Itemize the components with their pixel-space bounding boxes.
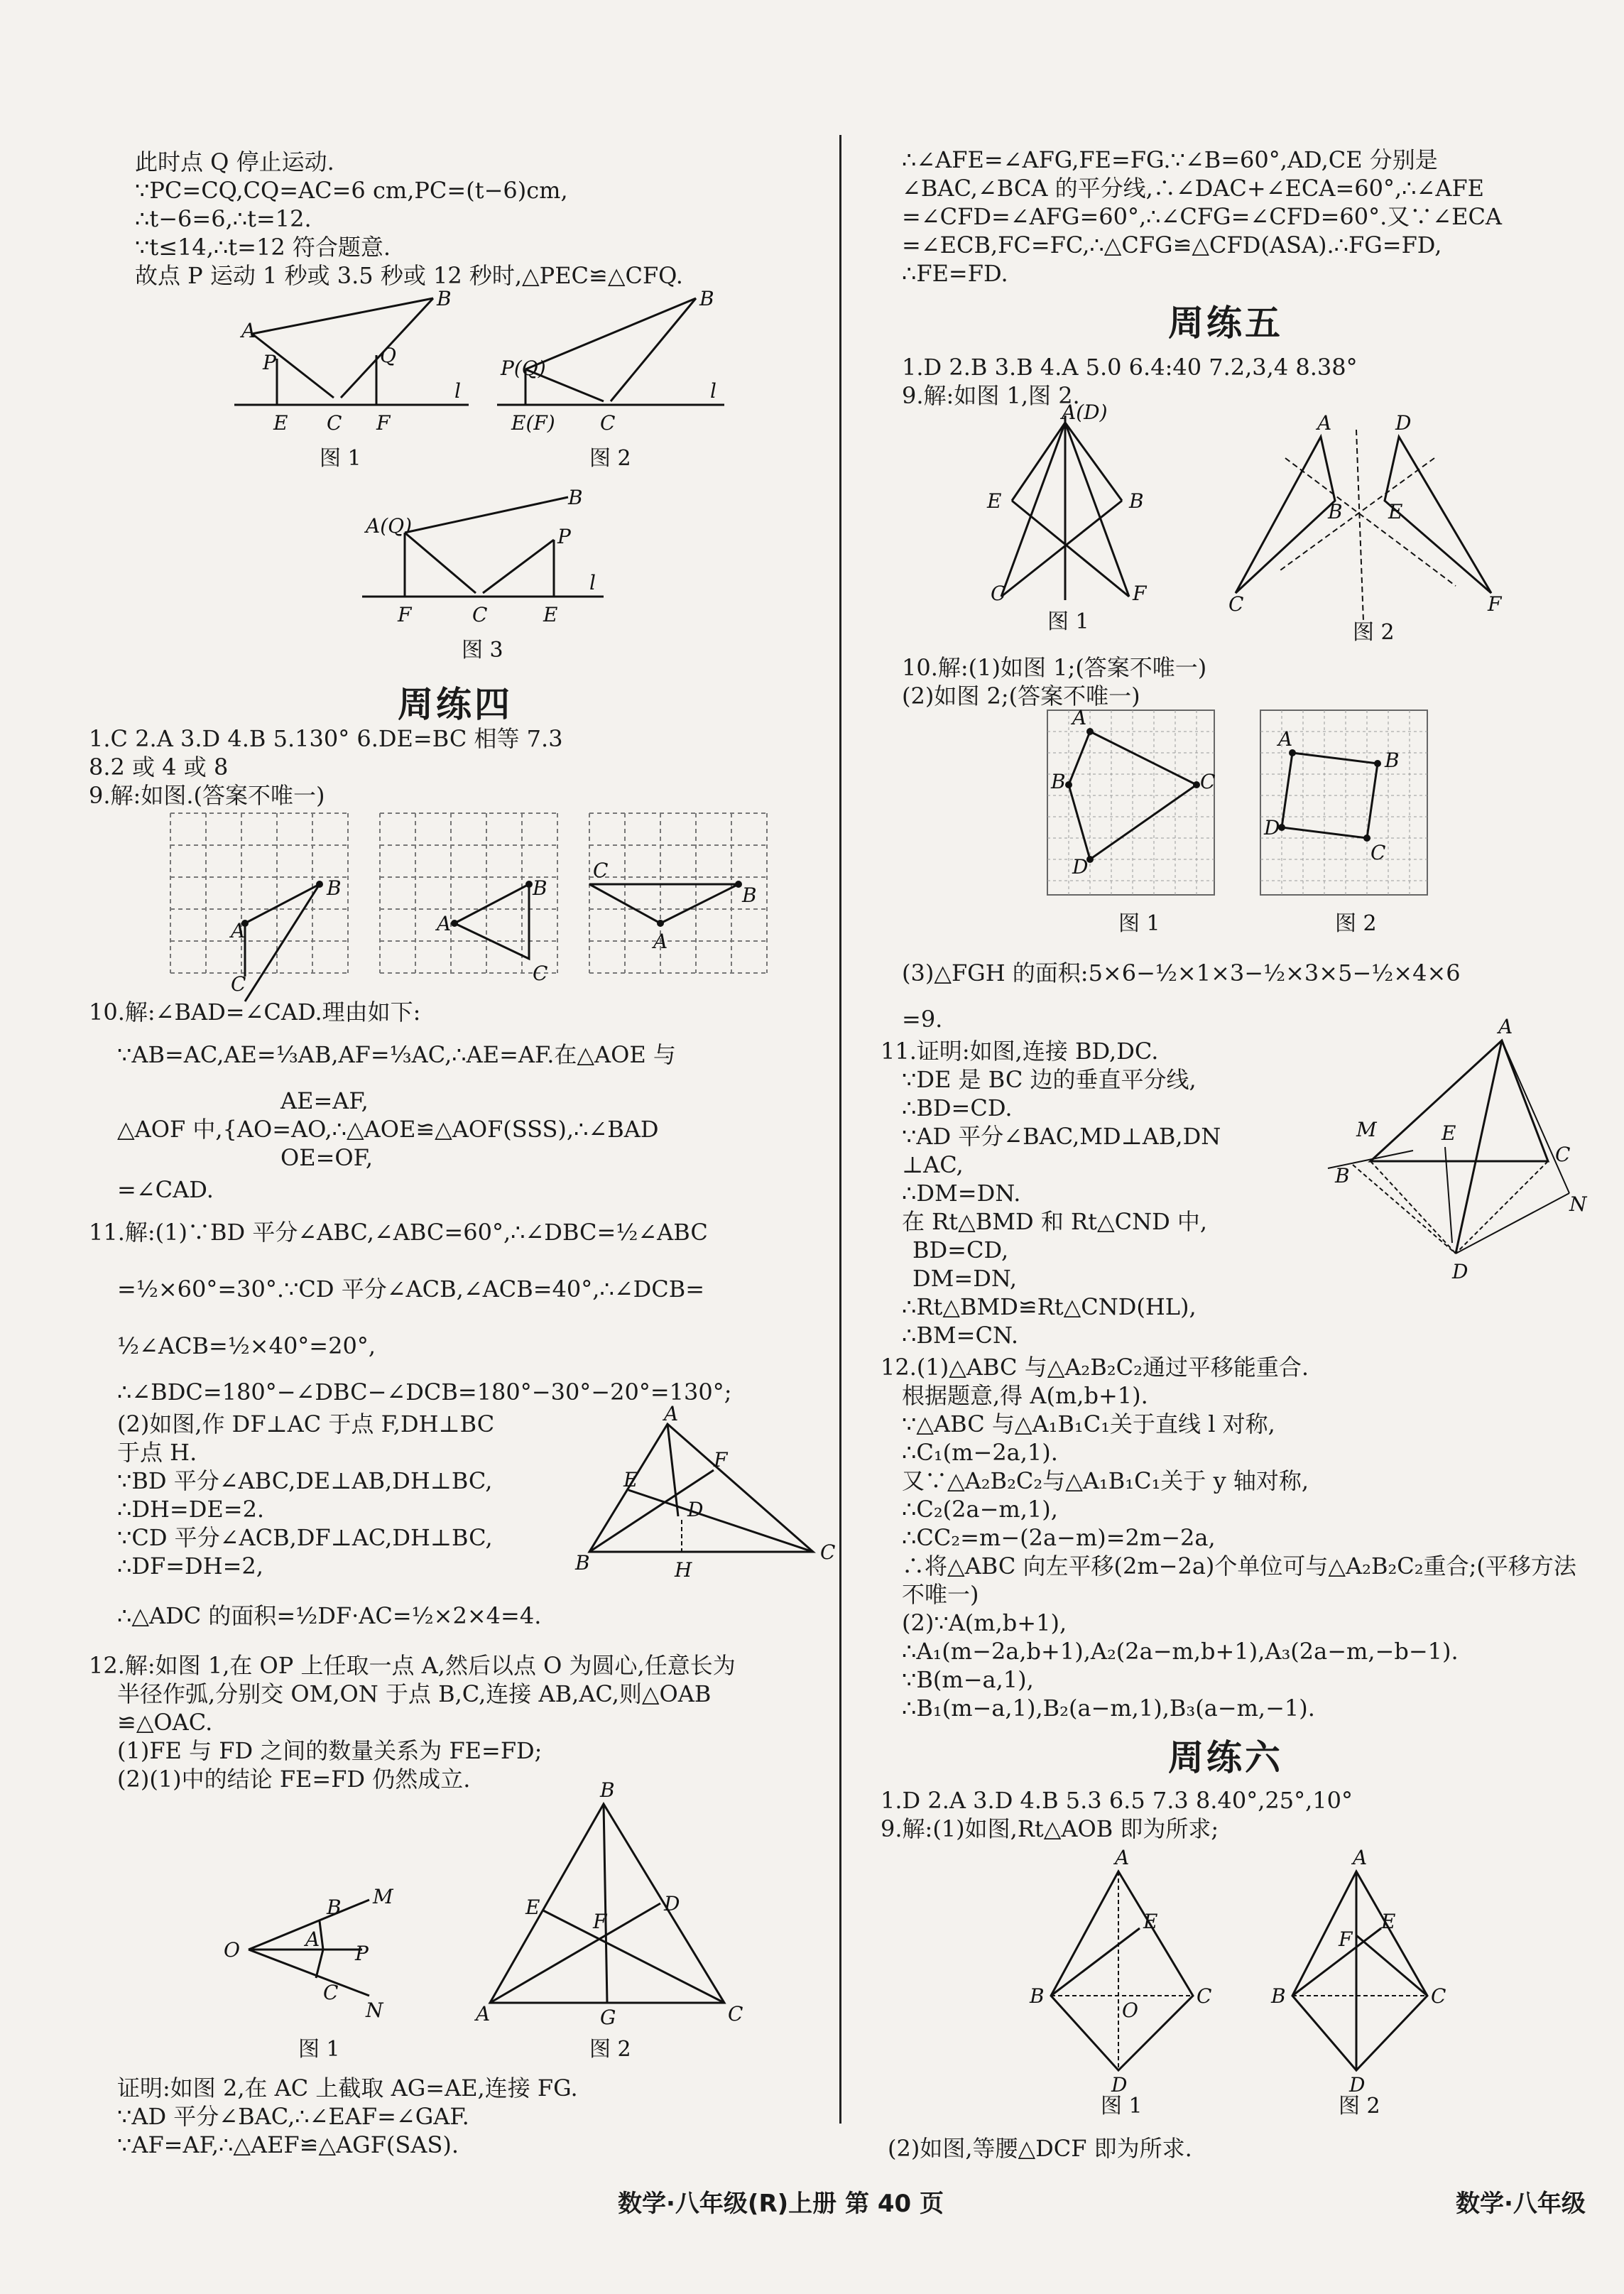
svg-text:A: A	[231, 919, 246, 942]
text-line: △AOF 中,{AO=AO,∴△AOE≌△AOF(SSS),∴∠BAD	[117, 1116, 659, 1143]
svg-text:P(Q): P(Q)	[501, 357, 546, 380]
text-line: ∴△ADC 的面积=½DF·AC=½×2×4=4.	[117, 1602, 542, 1629]
svg-text:A: A	[664, 1402, 679, 1425]
svg-text:P: P	[355, 1942, 369, 1965]
svg-text:C: C	[600, 411, 616, 435]
text-line: ∵t≤14,∴t=12 符合题意.	[135, 234, 391, 261]
svg-text:C: C	[231, 972, 246, 996]
text-line: OE=OF,	[280, 1144, 374, 1171]
text-line: 9.解:如图 1,图 2.	[902, 382, 1080, 409]
text-line: 根据题意,得 A(m,b+1).	[902, 1382, 1148, 1409]
svg-text:A: A	[476, 2002, 491, 2026]
fig-caption: 图 2	[589, 446, 631, 471]
fig-caption: 图 1	[298, 2037, 340, 2062]
svg-text:B: B	[327, 1896, 342, 1919]
svg-text:A: A	[1317, 411, 1332, 435]
figure-kite-1	[1023, 1846, 1221, 2119]
svg-text:P: P	[557, 525, 571, 548]
figure-pec-3	[362, 486, 604, 668]
figure-pec-1	[234, 287, 469, 476]
text-line: ∵△ABC 与△A₁B₁C₁关于直线 l 对称,	[902, 1410, 1275, 1437]
svg-text:E: E	[525, 1896, 540, 1919]
text-line: ∴C₂(2a−m,1),	[902, 1496, 1058, 1523]
svg-text:H: H	[675, 1558, 692, 1582]
svg-text:B: B	[742, 884, 757, 907]
page-footer-right: 数学·八年级	[1456, 2190, 1586, 2218]
svg-text:E: E	[543, 603, 558, 626]
text-line: 在 Rt△BMD 和 Rt△CND 中,	[902, 1208, 1208, 1235]
svg-text:C: C	[1228, 592, 1244, 616]
fig-caption: 图 1	[1118, 911, 1160, 936]
svg-text:F: F	[1339, 1928, 1353, 1951]
svg-text:C: C	[1555, 1143, 1571, 1166]
svg-text:F: F	[593, 1910, 607, 1933]
text-line: DM=DN,	[912, 1265, 1018, 1292]
text-line: 11.解:(1)∵BD 平分∠ABC,∠ABC=60°,∴∠DBC=½∠ABC	[89, 1219, 708, 1246]
svg-text:C: C	[1197, 1984, 1212, 2008]
svg-text:F: F	[1133, 582, 1147, 605]
column-divider	[839, 135, 841, 2124]
text-line: 10.解:(1)如图 1;(答案不唯一)	[902, 654, 1207, 681]
svg-text:D: D	[1349, 2073, 1366, 2097]
fig-caption: 图 1	[320, 446, 361, 471]
svg-text:B: B	[533, 876, 547, 900]
svg-text:A: A	[1498, 1015, 1513, 1038]
fig-caption: 图 3	[462, 638, 503, 663]
fig-caption: 图 2	[1353, 620, 1395, 645]
svg-text:E: E	[273, 411, 288, 435]
svg-text:F: F	[1488, 592, 1502, 616]
svg-text:C: C	[327, 411, 342, 435]
text-line: ∴∠AFE=∠AFG,FE=FG.∵∠B=60°,AD,CE 分别是	[902, 146, 1438, 173]
section-heading-week6: 周练六	[1168, 1737, 1283, 1778]
svg-text:B: B	[437, 287, 452, 310]
svg-text:O: O	[224, 1938, 240, 1962]
svg-text:A: A	[1278, 727, 1293, 751]
text-line: 12.解:如图 1,在 OP 上任取一点 A,然后以点 O 为圆心,任意长为	[89, 1652, 736, 1679]
svg-text:C: C	[323, 1981, 339, 2004]
text-line: ∵AB=AC,AE=⅓AB,AF=⅓AC,∴AE=AF.在△AOE 与	[117, 1041, 676, 1068]
svg-text:P: P	[263, 351, 276, 374]
figure-angle-bisector	[220, 1885, 412, 2067]
svg-text:B: B	[699, 287, 714, 310]
text-line: ∴B₁(m−a,1),B₂(a−m,1),B₃(a−m,−1).	[902, 1695, 1315, 1722]
text-line: 10.解:∠BAD=∠CAD.理由如下:	[89, 999, 421, 1026]
text-line: 1.D 2.A 3.D 4.B 5.3 6.5 7.3 8.40°,25°,10°	[881, 1787, 1353, 1814]
text-line: ∵AD 平分∠BAC,MD⊥AB,DN	[902, 1123, 1221, 1150]
svg-text:D: D	[687, 1498, 704, 1521]
svg-text:B: B	[1271, 1984, 1286, 2008]
text-line: 9.解:(1)如图,Rt△AOB 即为所求;	[881, 1815, 1219, 1842]
text-line: 1.D 2.B 3.B 4.A 5.0 6.4:40 7.2,3,4 8.38°	[902, 354, 1358, 381]
svg-text:F: F	[376, 411, 391, 435]
section-heading-week5: 周练五	[1168, 303, 1283, 344]
svg-text:B: B	[1385, 749, 1400, 772]
svg-text:N: N	[1569, 1192, 1587, 1216]
svg-text:O: O	[1122, 1999, 1138, 2022]
fig-caption: 图 2	[1335, 911, 1377, 936]
svg-text:E: E	[1143, 1910, 1158, 1933]
text-line: ∵AF=AF,∴△AEF≌△AGF(SAS).	[117, 2131, 459, 2158]
text-line: ∴∠BDC=180°−∠DBC−∠DCB=180°−30°−20°=130°;	[117, 1379, 732, 1406]
svg-text:A: A	[1115, 1846, 1130, 1869]
svg-text:C: C	[1200, 770, 1216, 793]
text-line: ∴A₁(m−2a,b+1),A₂(2a−m,b+1),A₃(2a−m,−b−1).	[902, 1638, 1459, 1665]
svg-text:C: C	[1370, 841, 1386, 864]
text-line: =∠ECB,FC=FC,∴△CFG≌△CFD(ASA).∴FG=FD,	[902, 232, 1442, 259]
text-line: 11.证明:如图,连接 BD,DC.	[881, 1038, 1159, 1065]
svg-text:B: B	[575, 1551, 590, 1575]
svg-text:C: C	[472, 603, 488, 626]
figure-perp-bisector	[1328, 1015, 1587, 1283]
svg-text:A(D): A(D)	[1062, 401, 1108, 424]
svg-text:B: B	[1051, 770, 1066, 793]
figure-triangle-11	[575, 1402, 836, 1584]
svg-text:M: M	[1356, 1118, 1377, 1141]
text-line: ⊥AC,	[902, 1151, 964, 1178]
svg-text:E: E	[623, 1468, 638, 1491]
text-line: ∠BAC,∠BCA 的平分线,∴∠DAC+∠ECA=60°,∴∠AFE	[902, 175, 1485, 202]
fig-caption: 图 1	[1101, 2094, 1143, 2119]
text-line: ∵B(m−a,1),	[902, 1666, 1034, 1693]
svg-text:B: B	[1129, 489, 1144, 513]
text-line: =∠CFD=∠AFG=60°,∴∠CFG=∠CFD=60°.又∵∠ECA	[902, 203, 1503, 230]
svg-text:M: M	[373, 1885, 393, 1908]
text-line: BD=CD,	[912, 1236, 1009, 1263]
svg-text:A: A	[241, 319, 256, 342]
grid-figures-q9	[170, 813, 774, 994]
svg-text:A: A	[437, 912, 452, 935]
svg-text:A: A	[1072, 706, 1087, 729]
svg-text:l: l	[454, 379, 461, 403]
svg-text:D: D	[1452, 1260, 1468, 1283]
svg-text:N: N	[366, 1999, 383, 2022]
text-line: (2)如图,作 DF⊥AC 于点 F,DH⊥BC	[117, 1410, 495, 1437]
svg-text:B: B	[568, 486, 583, 509]
text-line: =½×60°=30°.∵CD 平分∠ACB,∠ACB=40°,∴∠DCB=	[117, 1276, 705, 1303]
svg-text:D: D	[1072, 855, 1089, 879]
figure-symmetric-1	[973, 401, 1165, 650]
text-line: 9.解:如图.(答案不唯一)	[89, 782, 325, 809]
figure-symmetric-2	[1221, 411, 1505, 650]
text-line: AE=AF,	[280, 1087, 369, 1114]
text-line: (2)如图 2;(答案不唯一)	[902, 683, 1140, 710]
svg-text:A: A	[1353, 1846, 1368, 1869]
page-footer: 数学·八年级(R)上册 第 40 页	[618, 2190, 944, 2218]
svg-text:D: D	[1111, 2073, 1128, 2097]
text-line: (3)△FGH 的面积:5×6−½×1×3−½×3×5−½×4×6	[902, 960, 1461, 986]
text-line: (2)∵A(m,b+1),	[902, 1609, 1067, 1636]
text-line: ∴CC₂=m−(2a−m)=2m−2a,	[902, 1524, 1216, 1551]
svg-text:E: E	[1381, 1910, 1396, 1933]
svg-text:D: D	[1395, 411, 1412, 435]
svg-text:C: C	[820, 1540, 836, 1564]
svg-text:C: C	[991, 582, 1006, 605]
text-line: (2)如图,等腰△DCF 即为所求.	[888, 2135, 1192, 2162]
svg-text:D: D	[664, 1892, 680, 1915]
text-line: 又∵△A₂B₂C₂与△A₁B₁C₁关于 y 轴对称,	[902, 1467, 1309, 1494]
text-line: =∠CAD.	[117, 1176, 214, 1203]
svg-text:l: l	[589, 571, 596, 594]
svg-text:B: B	[1030, 1984, 1045, 2008]
text-line: ∴BD=CD.	[902, 1094, 1013, 1121]
svg-text:A: A	[653, 930, 668, 953]
figure-grid-abcd	[1047, 706, 1530, 945]
text-line: ∵CD 平分∠ACB,DF⊥AC,DH⊥BC,	[117, 1524, 493, 1551]
text-line: 1.C 2.A 3.D 4.B 5.130° 6.DE=BC 相等 7.3	[89, 725, 563, 752]
svg-text:B: B	[600, 1778, 615, 1802]
text-line: ≌△OAC.	[117, 1709, 213, 1736]
text-line: ∴DF=DH=2,	[117, 1553, 263, 1580]
text-line: 12.(1)△ABC 与△A₂B₂C₂通过平移能重合.	[881, 1354, 1309, 1381]
svg-text:E: E	[1388, 500, 1403, 523]
text-line: (2)(1)中的结论 FE=FD 仍然成立.	[117, 1766, 471, 1793]
text-line: (1)FE 与 FD 之间的数量关系为 FE=FD;	[117, 1737, 543, 1764]
svg-text:B: B	[327, 876, 342, 900]
svg-text:E: E	[987, 489, 1002, 513]
text-line: ∴t−6=6,∴t=12.	[135, 205, 312, 232]
svg-text:l: l	[710, 379, 716, 403]
svg-text:C: C	[533, 962, 548, 985]
text-line: 证明:如图 2,在 AC 上截取 AG=AE,连接 FG.	[117, 2075, 578, 2102]
fig-caption: 图 2	[589, 2037, 631, 2062]
text-line: ∴将△ABC 向左平移(2m−2a)个单位可与△A₂B₂C₂重合;(平移方法	[902, 1553, 1576, 1580]
text-line: ∴DM=DN.	[902, 1180, 1021, 1207]
text-line: ∴DH=DE=2.	[117, 1496, 265, 1523]
figure-triangle-efd	[476, 1778, 746, 2067]
svg-text:A: A	[305, 1928, 320, 1951]
text-line: ∵DE 是 BC 边的垂直平分线,	[902, 1066, 1197, 1093]
text-line: 此时点 Q 停止运动.	[135, 148, 334, 175]
text-line: ∵AD 平分∠BAC,∴∠EAF=∠GAF.	[117, 2103, 469, 2130]
text-line: 半径作弧,分别交 OM,ON 于点 B,C,连接 AB,AC,则△OAB	[117, 1680, 712, 1707]
fig-caption: 图 1	[1047, 609, 1089, 634]
text-line: 不唯一)	[902, 1581, 979, 1608]
svg-text:A(Q): A(Q)	[366, 514, 413, 538]
svg-text:F: F	[398, 603, 412, 626]
svg-text:C: C	[728, 2002, 743, 2026]
svg-text:D: D	[1264, 816, 1280, 839]
text-line: 于点 H.	[117, 1439, 197, 1466]
svg-text:Q: Q	[380, 344, 396, 367]
text-line: ½∠ACB=½×40°=20°,	[117, 1332, 376, 1359]
text-line: =9.	[902, 1006, 943, 1033]
text-line: ∵BD 平分∠ABC,DE⊥AB,DH⊥BC,	[117, 1467, 493, 1494]
text-line: 8.2 或 4 或 8	[89, 754, 229, 781]
svg-text:E(F): E(F)	[511, 411, 555, 435]
figure-pec-2	[497, 287, 724, 476]
text-line: ∵PC=CQ,CQ=AC=6 cm,PC=(t−6)cm,	[135, 177, 568, 204]
figure-kite-2	[1264, 1846, 1449, 2119]
svg-text:B: B	[1335, 1164, 1350, 1187]
svg-text:F: F	[714, 1448, 728, 1472]
svg-text:B: B	[1328, 500, 1343, 523]
svg-text:G: G	[600, 2006, 616, 2029]
svg-text:C: C	[1431, 1984, 1446, 2008]
text-line: ∴FE=FD.	[902, 260, 1008, 287]
text-line: ∴C₁(m−2a,1).	[902, 1439, 1058, 1466]
text-line: 故点 P 运动 1 秒或 3.5 秒或 12 秒时,△PEC≌△CFQ.	[135, 262, 683, 289]
svg-text:E: E	[1442, 1121, 1456, 1145]
text-line: ∴BM=CN.	[902, 1322, 1019, 1349]
fig-caption: 图 2	[1339, 2094, 1380, 2119]
text-line: ∴Rt△BMD≌Rt△CND(HL),	[902, 1293, 1197, 1320]
svg-text:C: C	[593, 859, 609, 882]
section-heading-week4: 周练四	[398, 684, 513, 725]
